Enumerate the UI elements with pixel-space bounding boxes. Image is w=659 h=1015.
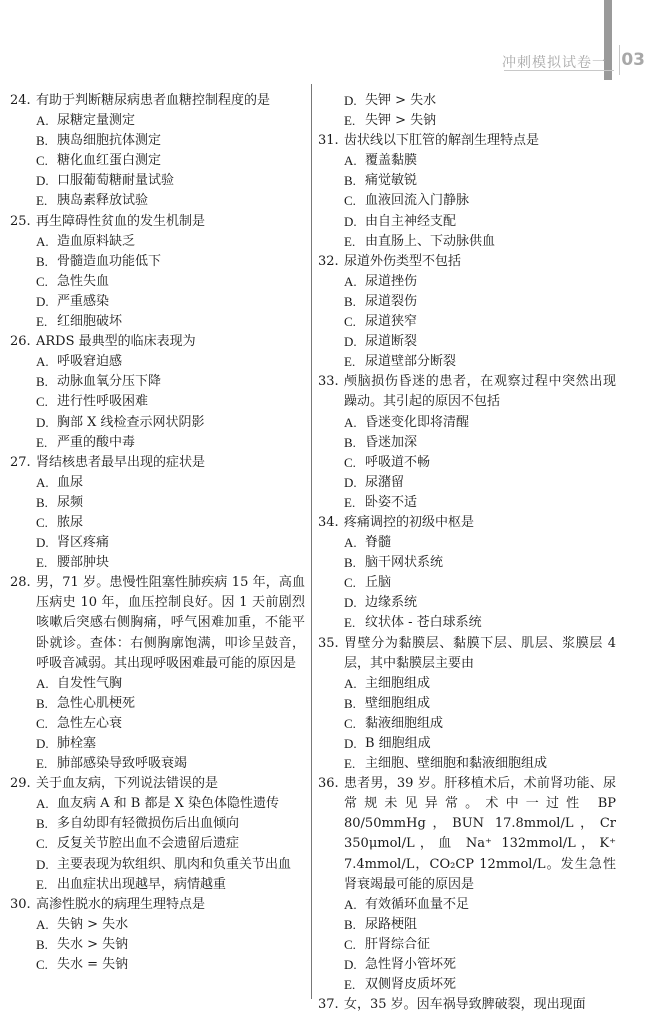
question-number: 26. bbox=[10, 334, 31, 350]
answer-option bbox=[10, 915, 305, 935]
question-item bbox=[318, 774, 616, 995]
question-stem bbox=[318, 995, 616, 1015]
option-letter: B. bbox=[36, 936, 48, 952]
answer-option bbox=[318, 734, 616, 754]
answer-option bbox=[10, 433, 305, 453]
answer-option bbox=[318, 151, 616, 171]
question-text: 胃壁分为黏膜层、黏膜下层、肌层、浆膜层 4 层，其中黏膜层主要由 bbox=[344, 635, 616, 671]
option-letter: A. bbox=[36, 113, 49, 129]
answer-option bbox=[10, 834, 305, 854]
question-number: 35. bbox=[318, 635, 339, 651]
option-letter: B. bbox=[36, 695, 48, 711]
option-letter: E. bbox=[344, 113, 356, 129]
option-letter: E. bbox=[36, 434, 48, 450]
answer-option bbox=[10, 493, 305, 513]
option-text: 急性心肌梗死 bbox=[57, 695, 136, 711]
answer-option bbox=[318, 191, 616, 211]
answer-option bbox=[318, 593, 616, 613]
question-number: 30. bbox=[10, 896, 31, 912]
question-item bbox=[318, 634, 616, 775]
answer-option bbox=[318, 533, 616, 553]
option-letter: C. bbox=[344, 936, 356, 952]
option-text: 胰岛细胞抗体测定 bbox=[57, 133, 162, 149]
question-text: 有助于判断糖尿病患者血糖控制程度的是 bbox=[36, 93, 271, 108]
option-letter: A. bbox=[344, 414, 357, 430]
option-text: 尿道断裂 bbox=[365, 334, 418, 350]
option-text: 肺部感染导致呼吸衰竭 bbox=[57, 756, 188, 772]
option-text: 主细胞组成 bbox=[365, 675, 431, 691]
answer-option bbox=[10, 151, 305, 171]
option-letter: D. bbox=[36, 414, 49, 430]
option-text: 红细胞破坏 bbox=[57, 314, 123, 330]
option-text: 胰岛素释放试验 bbox=[57, 193, 149, 209]
answer-option bbox=[318, 312, 616, 332]
option-letter: D. bbox=[36, 856, 49, 872]
answer-option bbox=[318, 573, 616, 593]
option-letter: C. bbox=[344, 715, 356, 731]
answer-option bbox=[10, 875, 305, 895]
option-text: 主细胞、壁细胞和黏液细胞组成 bbox=[365, 756, 548, 772]
question-item bbox=[10, 91, 305, 212]
option-text: 出血症状出现越早，病情越重 bbox=[57, 876, 227, 892]
question-item bbox=[10, 212, 305, 333]
answer-option bbox=[318, 674, 616, 694]
option-letter: A. bbox=[36, 916, 49, 932]
question-stem bbox=[10, 573, 305, 673]
option-text: 急性左心衰 bbox=[57, 715, 123, 731]
answer-option bbox=[318, 714, 616, 734]
question-stem bbox=[10, 895, 305, 915]
option-text: 覆盖黏膜 bbox=[365, 153, 418, 169]
question-stem bbox=[318, 372, 616, 412]
question-item bbox=[10, 895, 305, 975]
question-stem bbox=[318, 131, 616, 151]
option-letter: C. bbox=[36, 514, 48, 530]
answer-option bbox=[10, 131, 305, 151]
question-text: 齿状线以下肛管的解剖生理特点是 bbox=[344, 133, 540, 149]
option-text: 壁细胞组成 bbox=[365, 695, 431, 711]
answer-option bbox=[10, 674, 305, 694]
question-number: 24. bbox=[10, 93, 31, 108]
option-letter: E. bbox=[36, 193, 48, 209]
question-number: 29. bbox=[10, 776, 31, 792]
option-text: 血液回流入门静脉 bbox=[365, 193, 470, 209]
answer-option bbox=[10, 935, 305, 955]
option-letter: E. bbox=[344, 615, 356, 631]
option-text: 自发性气胸 bbox=[57, 675, 123, 691]
option-letter: A. bbox=[36, 354, 49, 370]
option-text: 昏迷变化即将清醒 bbox=[365, 414, 470, 430]
option-text: 双侧肾皮质坏死 bbox=[365, 977, 457, 993]
column-divider bbox=[311, 84, 312, 999]
answer-option bbox=[10, 855, 305, 875]
option-text: 腰部肿块 bbox=[57, 555, 110, 571]
option-letter: D. bbox=[344, 213, 357, 229]
question-text: 再生障碍性贫血的发生机制是 bbox=[36, 213, 206, 229]
option-text: 丘脑 bbox=[365, 575, 392, 591]
option-letter: E. bbox=[344, 756, 356, 772]
question-text: ARDS 最典型的临床表现为 bbox=[36, 334, 196, 350]
option-text: 肺栓塞 bbox=[57, 736, 97, 751]
option-letter: C. bbox=[36, 836, 48, 852]
answer-option bbox=[10, 372, 305, 392]
option-text: 失钠 > 失水 bbox=[57, 916, 129, 932]
option-letter: C. bbox=[36, 715, 48, 731]
option-letter: C. bbox=[36, 153, 48, 169]
option-text: 脑干网状系统 bbox=[365, 555, 444, 571]
question-number: 31. bbox=[318, 133, 339, 149]
answer-option bbox=[10, 191, 305, 211]
question-text: 关于血友病，下列说法错误的是 bbox=[36, 776, 219, 792]
answer-option bbox=[318, 473, 616, 493]
left-column bbox=[10, 91, 305, 975]
option-text: 失钾 > 失钠 bbox=[365, 113, 437, 129]
option-text: 肝肾综合征 bbox=[365, 936, 431, 952]
option-text: 多自幼即有轻微损伤后出血倾向 bbox=[57, 816, 240, 832]
question-item bbox=[318, 252, 616, 373]
answer-option bbox=[318, 915, 616, 935]
option-text: 呼吸道不畅 bbox=[365, 454, 431, 470]
option-text: 尿道裂伤 bbox=[365, 293, 418, 309]
header-separator bbox=[619, 45, 620, 75]
answer-option bbox=[318, 232, 616, 252]
option-text: 尿道壁部分断裂 bbox=[365, 354, 457, 370]
option-text: 造血原料缺乏 bbox=[57, 233, 136, 249]
question-number: 27. bbox=[10, 454, 31, 470]
answer-option bbox=[318, 935, 616, 955]
option-letter: E. bbox=[344, 977, 356, 993]
option-letter: D. bbox=[36, 293, 49, 309]
question-number: 28. bbox=[10, 575, 31, 591]
answer-option bbox=[10, 392, 305, 412]
right-column bbox=[318, 91, 616, 1015]
option-letter: C. bbox=[36, 394, 48, 410]
question-stem bbox=[318, 634, 616, 674]
answer-option bbox=[10, 734, 305, 754]
question-stem bbox=[318, 252, 616, 272]
question-stem bbox=[10, 91, 305, 111]
option-letter: E. bbox=[344, 354, 356, 370]
option-text: 动脉血氧分压下降 bbox=[57, 374, 162, 390]
question-item bbox=[318, 91, 616, 131]
answer-option bbox=[318, 292, 616, 312]
option-text: 主要表现为软组织、肌肉和负重关节出血 bbox=[57, 856, 292, 872]
option-letter: C. bbox=[344, 575, 356, 591]
question-item bbox=[10, 453, 305, 574]
question-text: 尿道外伤类型不包括 bbox=[344, 253, 462, 269]
option-text: 失钾 > 失水 bbox=[365, 93, 437, 108]
option-text: 脓尿 bbox=[57, 514, 84, 530]
answer-option bbox=[318, 975, 616, 995]
option-text: 有效循环血量不足 bbox=[365, 896, 470, 912]
option-letter: B. bbox=[344, 555, 356, 571]
option-text: 边缘系统 bbox=[365, 595, 418, 611]
question-stem bbox=[10, 212, 305, 232]
question-text: 肾结核患者最早出现的症状是 bbox=[36, 454, 206, 470]
option-letter: C. bbox=[36, 273, 48, 289]
option-letter: E. bbox=[36, 876, 48, 892]
option-letter: A. bbox=[344, 896, 357, 912]
option-letter: D. bbox=[344, 474, 357, 490]
question-number: 25. bbox=[10, 213, 31, 229]
option-letter: D. bbox=[36, 173, 49, 189]
option-letter: B. bbox=[344, 916, 356, 932]
option-letter: B. bbox=[36, 494, 48, 510]
option-letter: D. bbox=[344, 736, 357, 751]
option-text: 尿频 bbox=[57, 494, 84, 510]
option-text: 血尿 bbox=[57, 474, 84, 490]
answer-option bbox=[10, 232, 305, 252]
question-number: 34. bbox=[318, 514, 339, 530]
option-letter: A. bbox=[36, 796, 49, 812]
option-text: 黏液细胞组成 bbox=[365, 715, 444, 731]
answer-option bbox=[10, 513, 305, 533]
option-text: 骨髓造血功能低下 bbox=[57, 253, 162, 269]
answer-option bbox=[10, 533, 305, 553]
option-text: 痛觉敏锐 bbox=[365, 173, 418, 189]
answer-option bbox=[318, 212, 616, 232]
option-text: 纹状体 - 苍白球系统 bbox=[365, 615, 482, 631]
option-letter: B. bbox=[36, 133, 48, 149]
option-text: 进行性呼吸困难 bbox=[57, 394, 149, 410]
question-text: 疼痛调控的初级中枢是 bbox=[344, 514, 475, 530]
question-item bbox=[10, 774, 305, 895]
option-text: 严重感染 bbox=[57, 293, 110, 309]
option-text: 糖化血红蛋白测定 bbox=[57, 153, 162, 169]
answer-option bbox=[318, 955, 616, 975]
question-stem bbox=[10, 332, 305, 352]
page-number: 03 bbox=[621, 50, 645, 70]
option-text: 口服葡萄糖耐量试验 bbox=[57, 173, 175, 189]
option-letter: D. bbox=[344, 93, 357, 108]
question-item bbox=[318, 513, 616, 634]
option-letter: B. bbox=[344, 173, 356, 189]
option-letter: B. bbox=[344, 293, 356, 309]
option-text: 卧姿不适 bbox=[365, 494, 418, 510]
answer-option bbox=[10, 111, 305, 131]
answer-option bbox=[10, 352, 305, 372]
answer-option bbox=[318, 272, 616, 292]
option-letter: C. bbox=[344, 193, 356, 209]
option-letter: D. bbox=[36, 535, 49, 551]
question-number: 37. bbox=[318, 997, 339, 1013]
question-item bbox=[10, 573, 305, 774]
question-number: 32. bbox=[318, 253, 339, 269]
option-text: 肾区疼痛 bbox=[57, 535, 110, 551]
answer-option bbox=[10, 312, 305, 332]
question-number: 33. bbox=[318, 374, 339, 390]
question-text: 男，71 岁。患慢性阻塞性肺疾病 15 年，高血压病史 10 年，血压控制良好。因 1 天前剧烈咳嗽后突感右侧胸痛，呼气困难加重，不能平卧就诊。查体：右侧胸廓饱满，叩诊呈鼓音，呼吸音减弱。其出现呼吸困难最可能的原因是 bbox=[36, 575, 305, 671]
option-letter: E. bbox=[344, 494, 356, 510]
option-text: 呼吸窘迫感 bbox=[57, 354, 123, 370]
question-text: 高渗性脱水的病理生理特点是 bbox=[36, 896, 206, 912]
option-text: B 细胞组成 bbox=[365, 736, 431, 751]
question-item bbox=[318, 131, 616, 252]
question-number: 36. bbox=[318, 776, 339, 792]
option-letter: B. bbox=[36, 816, 48, 832]
answer-option bbox=[10, 694, 305, 714]
option-letter: B. bbox=[344, 434, 356, 450]
question-item bbox=[10, 332, 305, 453]
answer-option bbox=[10, 553, 305, 573]
option-text: 胸部 X 线检查示网状阴影 bbox=[57, 414, 205, 430]
option-text: 反复关节腔出血不会遗留后遗症 bbox=[57, 836, 240, 852]
option-letter: A. bbox=[344, 153, 357, 169]
option-letter: D. bbox=[344, 957, 357, 973]
option-text: 尿路梗阻 bbox=[365, 916, 418, 932]
option-letter: E. bbox=[344, 233, 356, 249]
answer-option bbox=[10, 272, 305, 292]
answer-option bbox=[318, 754, 616, 774]
answer-option bbox=[318, 493, 616, 513]
option-text: 尿糖定量测定 bbox=[57, 113, 136, 129]
answer-option bbox=[318, 352, 616, 372]
option-text: 尿潴留 bbox=[365, 474, 405, 490]
answer-option bbox=[318, 694, 616, 714]
option-letter: C. bbox=[344, 454, 356, 470]
question-text: 颅脑损伤昏迷的患者，在观察过程中突然出现躁动。其引起的原因不包括 bbox=[344, 374, 616, 410]
answer-option bbox=[10, 794, 305, 814]
option-text: 尿道狭窄 bbox=[365, 314, 418, 330]
answer-option bbox=[10, 714, 305, 734]
option-letter: B. bbox=[344, 695, 356, 711]
answer-option bbox=[10, 413, 305, 433]
option-text: 尿道挫伤 bbox=[365, 273, 418, 289]
option-letter: B. bbox=[36, 374, 48, 390]
option-text: 由自主神经支配 bbox=[365, 213, 457, 229]
answer-option bbox=[10, 814, 305, 834]
option-letter: E. bbox=[36, 756, 48, 772]
option-text: 由直肠上、下动脉供血 bbox=[365, 233, 496, 249]
answer-option bbox=[318, 895, 616, 915]
option-letter: A. bbox=[344, 675, 357, 691]
option-letter: B. bbox=[36, 253, 48, 269]
option-text: 血友病 A 和 B 都是 X 染色体隐性遗传 bbox=[57, 796, 279, 812]
answer-option bbox=[318, 332, 616, 352]
question-stem bbox=[10, 453, 305, 473]
answer-option bbox=[318, 171, 616, 191]
question-item bbox=[318, 372, 616, 513]
answer-option bbox=[318, 413, 616, 433]
answer-option bbox=[10, 292, 305, 312]
option-letter: A. bbox=[36, 233, 49, 249]
answer-option bbox=[318, 553, 616, 573]
answer-option bbox=[318, 91, 616, 111]
option-letter: A. bbox=[344, 535, 357, 551]
option-text: 严重的酸中毒 bbox=[57, 434, 136, 450]
question-text: 患者男，39 岁。肝移植术后，术前肾功能、尿常规未见异常。术中一过性 BP 80/50mmHg，BUN 17.8mmol/L，Cr 350μmol/L，血 Na⁺ 132mmol/L，K⁺ 7.4mmol/L，CO₂CP 12mmol/L。发生急性肾衰竭最可能的原因是 bbox=[344, 776, 616, 892]
option-letter: C. bbox=[36, 957, 48, 973]
page-header bbox=[0, 0, 659, 80]
option-letter: D. bbox=[344, 334, 357, 350]
answer-option bbox=[10, 252, 305, 272]
option-text: 昏迷加深 bbox=[365, 434, 418, 450]
answer-option bbox=[318, 453, 616, 473]
answer-option bbox=[318, 613, 616, 633]
option-letter: A. bbox=[344, 273, 357, 289]
answer-option bbox=[318, 111, 616, 131]
option-letter: E. bbox=[36, 314, 48, 330]
answer-option bbox=[10, 955, 305, 975]
option-letter: C. bbox=[344, 314, 356, 330]
question-item bbox=[318, 995, 616, 1015]
option-text: 失水 > 失钠 bbox=[57, 936, 129, 952]
answer-option bbox=[10, 754, 305, 774]
question-stem bbox=[318, 774, 616, 895]
option-letter: D. bbox=[344, 595, 357, 611]
question-stem bbox=[318, 513, 616, 533]
question-stem bbox=[10, 774, 305, 794]
option-letter: E. bbox=[36, 555, 48, 571]
section-title: 冲刺模拟试卷一 bbox=[502, 55, 607, 71]
option-letter: A. bbox=[36, 675, 49, 691]
question-text: 女，35 岁。因车祸导致脾破裂，现出现面 bbox=[344, 997, 586, 1013]
option-letter: D. bbox=[36, 736, 49, 751]
option-text: 失水 = 失钠 bbox=[57, 957, 129, 973]
answer-option bbox=[318, 433, 616, 453]
option-text: 急性失血 bbox=[57, 273, 110, 289]
option-text: 脊髓 bbox=[365, 535, 392, 551]
answer-option bbox=[10, 473, 305, 493]
option-text: 急性肾小管坏死 bbox=[365, 957, 457, 973]
answer-option bbox=[10, 171, 305, 191]
option-letter: A. bbox=[36, 474, 49, 490]
